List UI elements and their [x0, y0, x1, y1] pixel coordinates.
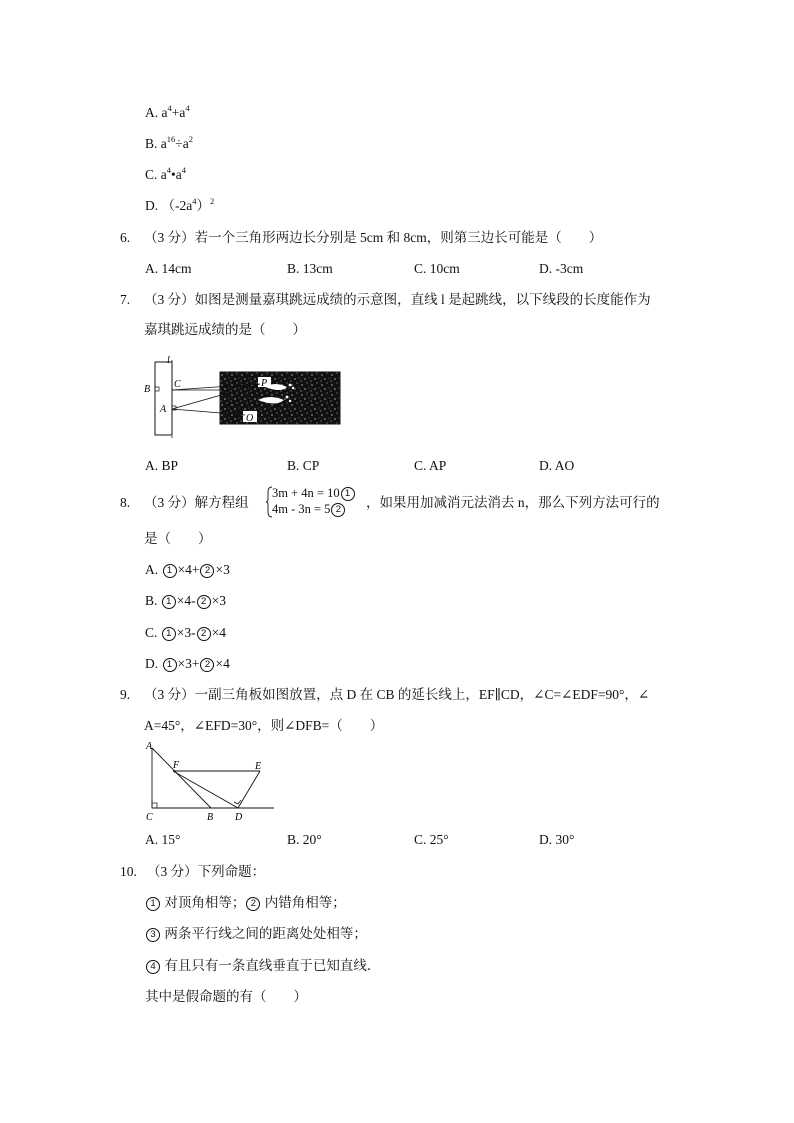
q9-option-c: C. 25°	[414, 832, 449, 847]
q5-option-d: D. $(-2a^4)^2$	[145, 195, 215, 213]
label-b: B	[144, 384, 151, 395]
q9-stem-line2: A=45°，∠EFD=30°，则∠DFB=（ ）	[144, 718, 384, 733]
q8-stem-pre: （3 分）解方程组	[144, 495, 249, 510]
segment-ab	[152, 748, 211, 808]
circled-1: 1	[341, 487, 355, 501]
q8-stem-post: ，如果用加减消元法消去 n，那么下列方法可行的	[366, 495, 660, 510]
segment-ed	[238, 771, 260, 808]
label-p: P	[261, 378, 268, 389]
circled-2: 2	[246, 897, 260, 911]
q8-option-d: D. 1 ×3+ 2 ×4	[145, 656, 230, 671]
q7-stem-line1: （3 分）如图是测量嘉琪跳远成绩的示意图，直线 l 是起跳线，以下线段的长度能作为	[144, 292, 651, 307]
q10-line-2: 3 两条平行线之间的距离处处相等；	[145, 925, 367, 943]
circled-4: 4	[146, 960, 160, 974]
q7-option-b: B. CP	[287, 458, 320, 473]
q10-line-3: 4 有且只有一条直线垂直于已知直线．	[145, 957, 380, 975]
q6-option-d: D. -3cm	[539, 261, 584, 276]
q9-triangle-figure	[140, 738, 280, 823]
q7-option-c: C. AP	[414, 458, 447, 473]
q8-equation-2: 4m - 3n = 5 2	[272, 501, 346, 517]
q6-option-a: A. 14cm	[145, 261, 192, 276]
q5-option-b: B. $a^{16}\div a^2$	[145, 133, 193, 151]
q9-stem-line1: （3 分）一副三角板如图放置，点 D 在 CB 的延长线上，EF∥CD，∠C=∠EDF=90°，∠	[144, 687, 650, 702]
label-d: D	[235, 812, 243, 823]
sand-pit	[220, 372, 340, 424]
label-a: A	[160, 404, 167, 415]
q7-option-a: A. BP	[145, 458, 179, 473]
q6-option-b: B. 13cm	[287, 261, 333, 276]
q6-stem: （3 分）若一个三角形两边长分别是 5cm 和 8cm，则第三边长可能是（ ）	[144, 230, 603, 245]
label-f: F	[173, 760, 180, 771]
label-c: C	[174, 379, 181, 390]
q8-equation-1: 3m + 4n = 10 1	[272, 485, 356, 501]
label-l: l	[167, 355, 170, 366]
label-c: C	[146, 812, 153, 823]
q5-option-c: C. $a^4•a^4$	[145, 164, 186, 182]
label-o: O	[246, 413, 254, 424]
circled-3: 3	[146, 928, 160, 942]
q8-option-a: A. 1 ×4+ 2 ×3	[145, 562, 230, 577]
q6-option-c: C. 10cm	[414, 261, 460, 276]
circled-1: 1	[146, 897, 160, 911]
q8-option-c: C. 1 ×3- 2 ×4	[145, 625, 226, 640]
label-a: A	[146, 741, 153, 752]
q10-stem: （3 分）下列命题：	[147, 864, 266, 879]
q8-option-b: B. 1 ×4- 2 ×3	[145, 593, 226, 608]
q9-number: 9.	[120, 687, 131, 702]
takeoff-board	[155, 362, 172, 435]
q7-stem-line2: 嘉琪跳远成绩的是（ ）	[144, 322, 306, 337]
label-e: E	[255, 761, 262, 772]
q8-number: 8.	[120, 495, 131, 510]
q5-option-a: A. $a^4+a^4$	[145, 102, 190, 120]
q9-option-a: A. 15°	[145, 832, 181, 847]
q8-stem-line2: 是（ ）	[144, 531, 212, 546]
q6-number: 6.	[120, 230, 131, 245]
q10-number: 10.	[120, 864, 137, 879]
q7-long-jump-figure	[140, 352, 345, 442]
q9-option-d: D. 30°	[539, 832, 575, 847]
label-b: B	[207, 812, 214, 823]
q10-line-1: 1 对顶角相等； 2 内错角相等；	[145, 894, 346, 912]
q10-question: 其中是假命题的有（ ）	[145, 989, 307, 1004]
q7-number: 7.	[120, 292, 131, 307]
q9-option-b: B. 20°	[287, 832, 322, 847]
q7-option-d: D. AO	[539, 458, 575, 473]
circled-2: 2	[331, 503, 345, 517]
